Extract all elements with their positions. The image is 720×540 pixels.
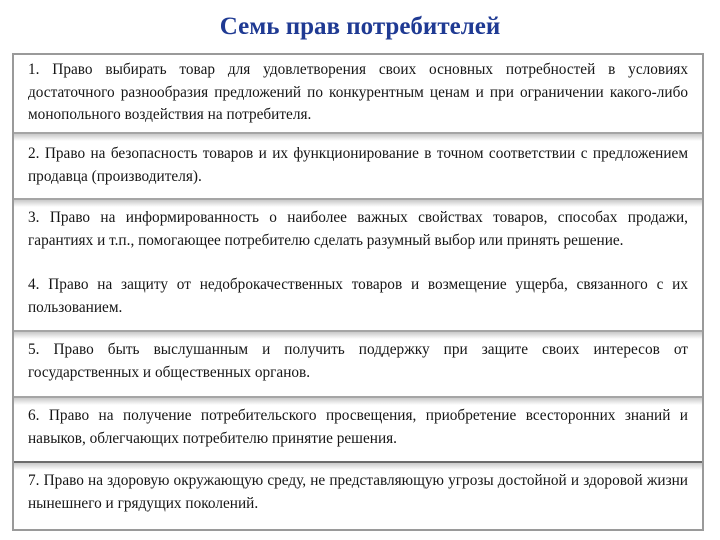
right-6: 6. Право на получение потребительского просвещения, приобретение всесторонних знаний и навыков, облегчающих потребителю принятие решения. (28, 407, 688, 447)
right-4: 4. Право на защиту от недоброкачественных товаров и возмещение ущерба, связанного с их пользованием. (28, 276, 688, 316)
divider-shadow (14, 332, 702, 339)
rights-list (12, 53, 704, 531)
right-7: 7. Право на здоровую окружающую среду, не представляющую угрозы достойной и здоровой жизни нынешнего и грядущих поколений. (28, 472, 688, 512)
divider-shadow (14, 200, 702, 207)
right-3: 3. Право на информированность о наиболее важных свойствах товаров, способах продажи, гарантиях и т.п., помогающее потребителю сделать разумный выбор или принять решение. (28, 209, 688, 249)
right-5: 5. Право быть выслушанным и получить поддержку при защите своих интересов от государственных и общественных органов. (28, 341, 688, 381)
divider-shadow (14, 134, 702, 141)
right-2: 2. Право на безопасность товаров и их функционирование в точном соответствии с предложением продавца (производителя). (28, 145, 688, 185)
right-1: 1. Право выбирать товар для удовлетворения своих основных потребностей в условиях достаточного разнообразия предложений по конкурентным ценам и при ограничении какого-либо монопольного воздействия на потребителя. (28, 61, 688, 123)
divider-shadow (14, 398, 702, 405)
page-title: Семь прав потребителей (219, 13, 501, 40)
divider-shadow (14, 463, 702, 470)
